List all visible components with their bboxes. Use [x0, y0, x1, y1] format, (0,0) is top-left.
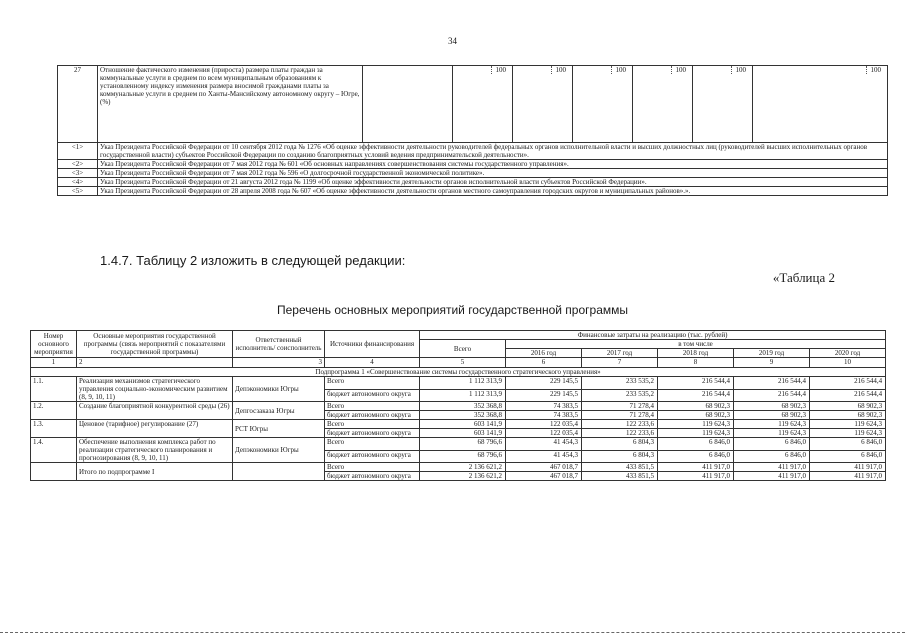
cost-year: 411 917,0 [734, 463, 810, 472]
cost-year: 6 846,0 [734, 450, 810, 463]
column-number: 8 [658, 358, 734, 368]
cost-year: 233 535,2 [582, 389, 658, 402]
amendment-heading: 1.4.7. Таблицу 2 изложить в следующей редакции: [100, 253, 406, 268]
cost-year: 41 454,3 [506, 450, 582, 463]
header-year: 2020 год [810, 349, 886, 358]
measure-number: 1.1. [31, 377, 77, 402]
table-label: «Таблица 2 [772, 270, 835, 285]
cost-year: 68 902,3 [810, 411, 886, 420]
indicator-value: 100 [573, 66, 633, 143]
cost-year: 6 846,0 [810, 450, 886, 463]
column-number: 7 [582, 358, 658, 368]
cost-total: 352 368,8 [420, 411, 506, 420]
footnote-row [58, 178, 888, 187]
footnote-text: Указ Президента Российской Федерации от 21 августа 2012 года № 1199 «Об оценке эффективности деятельности органов исполнительной власти субъектов Российской Федерации». [98, 178, 888, 187]
cost-year: 467 018,7 [506, 472, 582, 481]
footnote-text: Указ Президента Российской Федерации от 7 мая 2012 года № 601 «Об основных направлениях совершенствования системы государственного управления». [98, 160, 888, 169]
measure-name: Итого по подпрограмме I [77, 463, 233, 481]
footnote-mark: <3> [58, 169, 98, 178]
cost-total: 1 112 313,9 [420, 389, 506, 402]
column-number: 4 [325, 358, 420, 368]
cost-year: 411 917,0 [734, 472, 810, 481]
measure-row [31, 377, 886, 390]
cost-year: 71 278,4 [582, 402, 658, 411]
funding-source: Всего [325, 438, 420, 451]
header-year: 2016 год [506, 349, 582, 358]
funding-source: Всего [325, 463, 420, 472]
header-year: 2019 год [734, 349, 810, 358]
footnote-mark: <2> [58, 160, 98, 169]
header-measures: Основные мероприятия государственной программы (связь мероприятий с показателями государственной программы) [77, 331, 233, 358]
indicator-value: 100 [693, 66, 753, 143]
cost-year: 68 902,3 [658, 411, 734, 420]
measure-row [31, 438, 886, 451]
cost-year: 74 383,5 [506, 402, 582, 411]
measure-name: Обеспечение выполнения комплекса работ по реализации стратегического планирования и прогнозирования (8, 9, 10, 11) [77, 438, 233, 463]
cost-year: 122 233,6 [582, 420, 658, 429]
cost-total: 603 141,9 [420, 429, 506, 438]
header-total: Всего [420, 340, 506, 358]
cost-year: 467 018,7 [506, 463, 582, 472]
header-costs: Финансовые затраты на реализацию (тыс. рублей) [420, 331, 886, 340]
cost-year: 229 145,5 [506, 377, 582, 390]
measures-table [30, 330, 886, 481]
cost-year: 6 804,3 [582, 450, 658, 463]
cost-total: 1 112 313,9 [420, 377, 506, 390]
column-number: 5 [420, 358, 506, 368]
cost-year: 433 851,5 [582, 463, 658, 472]
cost-year: 6 846,0 [734, 438, 810, 451]
footnote-text: Указ Президента Российской Федерации от 7 мая 2012 года № 596 «О долгосрочной государственной экономической политике». [98, 169, 888, 178]
funding-source: бюджет автономного округа [325, 429, 420, 438]
measure-row [31, 420, 886, 429]
indicator-row-27 [58, 66, 888, 143]
cost-year: 122 233,6 [582, 429, 658, 438]
footnote-mark: <5> [58, 187, 98, 196]
measure-number [31, 463, 77, 481]
header-incl: в том числе [506, 340, 886, 349]
header-year: 2018 год [658, 349, 734, 358]
cost-year: 216 544,4 [658, 377, 734, 390]
bottom-divider [0, 632, 905, 633]
cost-year: 411 917,0 [658, 472, 734, 481]
cost-year: 216 544,4 [734, 377, 810, 390]
header-sources: Источники финансирования [325, 331, 420, 358]
column-number: 10 [810, 358, 886, 368]
measure-row [31, 402, 886, 411]
cost-year: 122 035,4 [506, 429, 582, 438]
subprogram-row [31, 368, 886, 377]
cost-year: 433 851,5 [582, 472, 658, 481]
cost-total: 603 141,9 [420, 420, 506, 429]
cost-year: 119 624,3 [658, 420, 734, 429]
funding-source: Всего [325, 377, 420, 390]
cost-year: 68 902,3 [810, 402, 886, 411]
measure-name: Ценовое (тарифное) регулирование (27) [77, 420, 233, 438]
indicator-value: 100 [513, 66, 573, 143]
measure-row [31, 463, 886, 472]
indicator-value: 100 [453, 66, 513, 143]
indicator-target-value: 100 [753, 66, 888, 143]
column-number: 3 [233, 358, 325, 368]
funding-source: бюджет автономного округа [325, 450, 420, 463]
funding-source: бюджет автономного округа [325, 411, 420, 420]
cost-year: 119 624,3 [810, 429, 886, 438]
measure-executor: Депэкономики Югры [233, 377, 325, 402]
indicator-number: 27 [58, 66, 98, 143]
cost-year: 68 902,3 [658, 402, 734, 411]
subprogram-title: Подпрограмма 1 «Совершенствование системы государственного стратегического управления» [31, 368, 886, 377]
column-number: 9 [734, 358, 810, 368]
cost-year: 216 544,4 [658, 389, 734, 402]
measure-executor [233, 463, 325, 481]
measure-number: 1.4. [31, 438, 77, 463]
footnote-row [58, 187, 888, 196]
cost-year: 411 917,0 [810, 472, 886, 481]
cost-year: 74 383,5 [506, 411, 582, 420]
cost-total: 2 136 621,2 [420, 463, 506, 472]
cost-year: 6 846,0 [810, 438, 886, 451]
header-row [31, 331, 886, 340]
cost-year: 6 804,3 [582, 438, 658, 451]
cost-year: 216 544,4 [734, 389, 810, 402]
indicators-table-fragment [57, 65, 888, 196]
cost-total: 352 368,8 [420, 402, 506, 411]
cost-total: 2 136 621,2 [420, 472, 506, 481]
cost-year: 122 035,4 [506, 420, 582, 429]
indicator-name: Отношение фактического изменения (прироста) размера платы граждан за коммунальные услуги в среднем по всем муниципальным образованиям к установленному индексу изменения размера вносимой гражданами платы за коммунальные услуги в среднем по Ханты-Мансийскому автономному округу – Югре, (%) [98, 66, 363, 143]
cost-year: 68 902,3 [734, 402, 810, 411]
cost-total: 68 796,6 [420, 438, 506, 451]
measure-executor: Депгосзаказа Югры [233, 402, 325, 420]
measure-name: Реализация механизмов стратегического управления социально-экономическим развитием (8, 9, 10, 11) [77, 377, 233, 402]
cost-year: 119 624,3 [734, 420, 810, 429]
cost-year: 229 145,5 [506, 389, 582, 402]
cost-total: 68 796,6 [420, 450, 506, 463]
measure-name: Создание благоприятной конкурентной среды (26) [77, 402, 233, 420]
cost-year: 411 917,0 [810, 463, 886, 472]
footnote-row [58, 169, 888, 178]
header-year: 2017 год [582, 349, 658, 358]
footnote-row [58, 143, 888, 160]
funding-source: бюджет автономного округа [325, 472, 420, 481]
cost-year: 119 624,3 [810, 420, 886, 429]
funding-source: Всего [325, 402, 420, 411]
cost-year: 71 278,4 [582, 411, 658, 420]
cost-year: 216 544,4 [810, 377, 886, 390]
funding-source: Всего [325, 420, 420, 429]
table-title: Перечень основных мероприятий государственной программы [276, 303, 628, 317]
measure-number: 1.2. [31, 402, 77, 420]
cost-year: 41 454,3 [506, 438, 582, 451]
header-executor: Ответственный исполнитель/ соисполнитель [233, 331, 325, 358]
column-number: 1 [31, 358, 77, 368]
cost-year: 411 917,0 [658, 463, 734, 472]
page-number: 34 [448, 36, 457, 46]
funding-source: бюджет автономного округа [325, 389, 420, 402]
footnote-mark: <4> [58, 178, 98, 187]
footnote-text: Указ Президента Российской Федерации от 10 сентября 2012 года № 1276 «Об оценке эффективности деятельности руководителей федеральных органов исполнительной власти и высших должностных лиц (руководителей высших исполнительных органов государственной власти) субъектов Российской Федерации по созданию благоприятных условий ведения предпринимательской деятельности». [98, 143, 888, 160]
indicator-value: 100 [633, 66, 693, 143]
header-number: Номер основного мероприятия [31, 331, 77, 358]
cost-year: 233 535,2 [582, 377, 658, 390]
measure-executor: РСТ Югры [233, 420, 325, 438]
column-number: 2 [77, 358, 233, 368]
footnote-mark: <1> [58, 143, 98, 160]
cost-year: 68 902,3 [734, 411, 810, 420]
indicator-base-value [363, 66, 453, 143]
cost-year: 216 544,4 [810, 389, 886, 402]
footnote-text: Указ Президента Российской Федерации от 28 апреля 2008 года № 607 «Об оценке эффективности деятельности органов местного самоуправления городских округов и муниципальных районов».». [98, 187, 888, 196]
cost-year: 119 624,3 [658, 429, 734, 438]
column-numbers-row [31, 358, 886, 368]
measure-executor: Депэкономики Югры [233, 438, 325, 463]
cost-year: 6 846,0 [658, 438, 734, 451]
footnote-row [58, 160, 888, 169]
measure-number: 1.3. [31, 420, 77, 438]
column-number: 6 [506, 358, 582, 368]
cost-year: 119 624,3 [734, 429, 810, 438]
cost-year: 6 846,0 [658, 450, 734, 463]
